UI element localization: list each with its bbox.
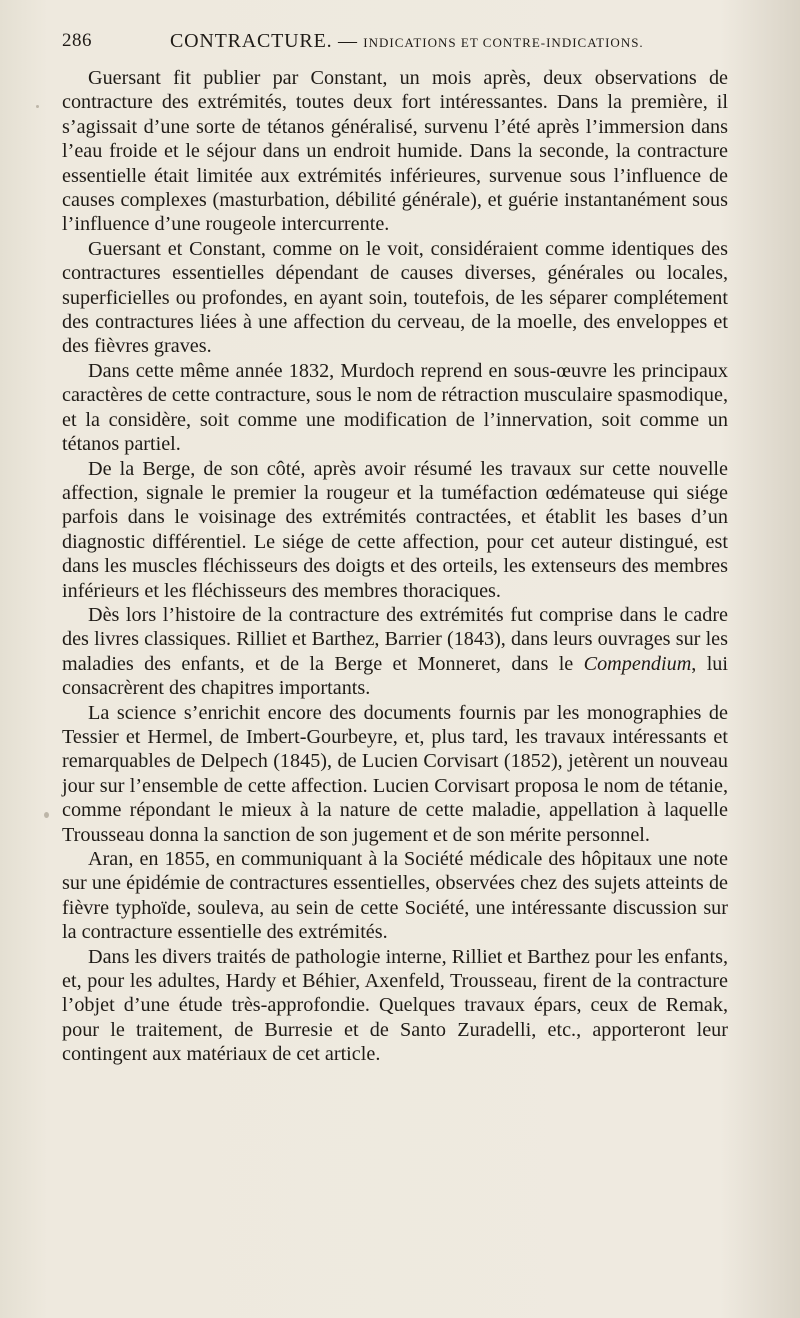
chapter-title: CONTRACTURE. — [170, 30, 333, 52]
compendium-title: Compendium — [583, 652, 692, 675]
paragraph-7: Aran, en 1855, en communiquant à la Société médicale des hôpitaux une note sur une épidémie de contractures essentielles, observées chez des sujets atteints de fièvre typhoïde, souleva, au sein de cette Société, une intéressante discussion sur la contracture essentielle des extrémités. — [62, 848, 728, 944]
page-number: 286 — [62, 30, 92, 51]
running-title — [170, 30, 644, 53]
paragraph-3: Dans cette même année 1832, Murdoch reprend en sous-œuvre les principaux caractères de cette contracture, sous le nom de rétraction musculaire spasmodique, et la considère, soit comme une modification de l’innervation, soit comme un tétanos partiel. — [62, 359, 728, 456]
body-text — [62, 66, 728, 1067]
paragraph-5 — [62, 603, 728, 701]
paragraph-6: La science s’enrichit encore des documents fournis par les monographies de Tessier et Hermel, de Imbert-Gourbeyre, et, plus tard, les travaux intéressants et remarquables de Delpech (1845), de Lucien Corvisart (1852), jetèrent un nouveau jour sur l’ensemble de cette affection. Lucien Corvisart proposa le nom de tétanie, comme répondant le mieux à la nature de cette maladie, appellation à laquelle Trousseau donna la sanction de son jugement et de son mérite personnel. — [62, 701, 728, 846]
paragraph-2: Guersant et Constant, comme on le voit, considéraient comme identiques des contractures essentielles dépendant de causes diverses, générales ou locales, superficielles ou profondes, en ayant soin, toutefois, de les séparer complétement des contractures liées à une affection du cerveau, de la moelle, des enveloppes et des fièvres graves. — [62, 237, 728, 358]
paragraph-5-end: , lui consacrèrent des chapitres importants. — [62, 652, 729, 700]
title-dash: — — [332, 31, 364, 52]
running-header — [62, 30, 738, 58]
margin-speck — [44, 812, 49, 818]
paragraph-1: Guersant fit publier par Constant, un mois après, deux observations de contracture des extrémités, toutes deux fort intéressantes. Dans la première, il s’agissait d’une sorte de tétanos généralisé, survenu l’été après l’immersion dans l’eau froide et le séjour dans un endroit humide. Dans la seconde, la contracture essentielle était limitée aux extrémités inférieures, survenue sous l’influence de causes complexes (masturbation, débilité générale), et guérie instantanément sous l’influence d’une rougeole intercurrente. — [62, 67, 728, 236]
paragraph-8: Dans les divers traités de pathologie interne, Rilliet et Barthez pour les enfants, et, pour les adultes, Hardy et Béhier, Axenfeld, Trousseau, firent de la contracture l’objet d’une étude très-approfondie. Quelques travaux épars, ceux de Remak, pour le traitement, de Burresie et de Santo Zuradelli, etc., apporteront leur contingent aux matériaux de cet article. — [62, 945, 728, 1066]
paragraph-5-start: Dès lors l’histoire de la contracture des extrémités fut comprise dans le cadre des livres classiques. Rilliet et Barthez, Barrier (1843), dans leurs ouvrages sur les maladies des enfants, et de la Berge et Monneret, dans le — [62, 603, 728, 675]
margin-speck — [36, 105, 39, 108]
section-subtitle: INDICATIONS ET CONTRE-INDICATIONS. — [363, 35, 644, 50]
paragraph-4: De la Berge, de son côté, après avoir résumé les travaux sur cette nouvelle affection, signale le premier la rougeur et la tuméfaction œdémateuse qui siége parfois dans le voisinage des extrémités contractées, et établit les bases d’un diagnostic différentiel. Le siége de cette affection, pour cet auteur distingué, est dans les muscles fléchisseurs des doigts et des orteils, les extenseurs des membres inférieurs et les fléchisseurs des membres thoraciques. — [62, 457, 728, 602]
